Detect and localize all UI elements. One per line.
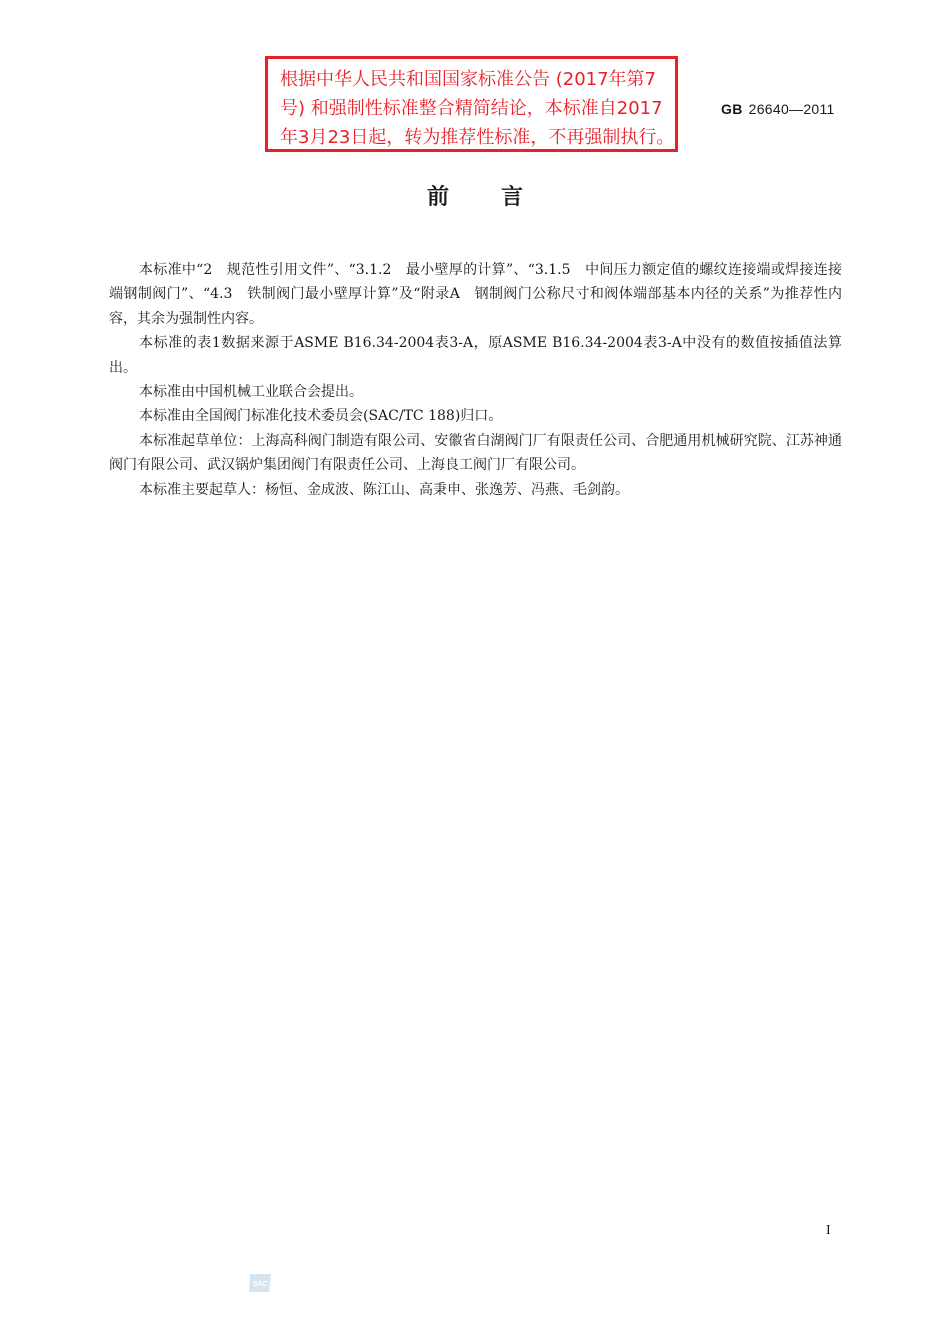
paragraph-proposed-by: 本标准由中国机械工业联合会提出。 <box>139 384 363 401</box>
notice-line-2: 号) 和强制性标准整合精简结论，本标准自2017 <box>280 98 663 119</box>
paragraph-drafting-units: 本标准起草单位：上海高科阀门制造有限公司、安徽省白湖阀门厂有限责任公司、合肥通用机械研究院、江苏神通阀门有限公司、武汉锅炉集团阀门有限责任公司、上海良工阀门厂有限公司。 <box>109 432 842 474</box>
standard-prefix: GB <box>721 101 743 117</box>
svg-text:SAC: SAC <box>252 1281 268 1288</box>
foreword-body <box>109 258 842 502</box>
paragraph-data-source: 本标准的表1数据来源于ASME B16.34-2004表3-A，原ASME B16.34-2004表3-A中没有的数值按插值法算出。 <box>109 335 842 376</box>
mandatory-status-notice <box>265 56 678 152</box>
notice-line-1: 根据中华人民共和国国家标准公告 (2017年第7 <box>280 69 657 90</box>
page-title: 前言 <box>426 185 575 210</box>
standard-number: 26640—2011 <box>748 101 835 117</box>
standard-code <box>721 101 835 117</box>
page-number: I <box>826 1223 831 1238</box>
paragraph-recommended-content: 本标准中“2 规范性引用文件”、“3.1.2 最小壁厚的计算”、“3.1.5 中间压力额定值的螺纹连接端或焊接连接端钢制阀门”、“4.3 铁制阀门最小壁厚计算”及“附录A 钢制阀门公称尺寸和阀体端部基本内径的关系”为推荐性内容，其余为强制性内容。 <box>109 262 842 327</box>
sac-logo-icon <box>247 1272 273 1294</box>
paragraph-drafters: 本标准主要起草人：杨恒、金成波、陈江山、高秉申、张逸芳、冯燕、毛剑韵。 <box>139 481 629 498</box>
notice-line-3: 年3月23日起，转为推荐性标准，不再强制执行。 <box>280 127 675 148</box>
paragraph-centralized-by: 本标准由全国阀门标准化技术委员会(SAC/TC 188)归口。 <box>139 408 503 425</box>
